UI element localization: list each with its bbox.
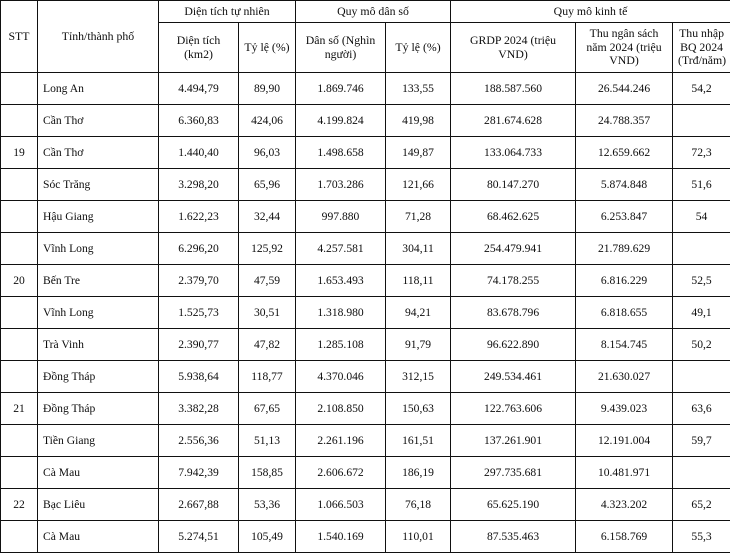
cell-area: 6.360,83 bbox=[159, 105, 239, 137]
cell-population-rate: 118,11 bbox=[386, 265, 451, 297]
cell-province: Vĩnh Long bbox=[38, 233, 159, 265]
cell-area: 1.525,73 bbox=[159, 297, 239, 329]
cell-province: Cần Thơ bbox=[38, 137, 159, 169]
cell-population-rate: 149,87 bbox=[386, 137, 451, 169]
header-pop-value: Dân số (Nghìn người) bbox=[296, 23, 386, 73]
cell-area: 3.298,20 bbox=[159, 169, 239, 201]
cell-population: 2.108.850 bbox=[296, 393, 386, 425]
header-income: Thu nhập BQ 2024 (Trđ/năm) bbox=[673, 23, 730, 73]
cell-province: Sóc Trăng bbox=[38, 169, 159, 201]
cell-budget: 5.874.848 bbox=[576, 169, 673, 201]
header-province: Tỉnh/thành phố bbox=[38, 1, 159, 73]
header-area-value: Diện tích (km2) bbox=[159, 23, 239, 73]
cell-area-rate: 30,51 bbox=[239, 297, 296, 329]
cell-province: Cà Mau bbox=[38, 457, 159, 489]
table-row bbox=[1, 233, 730, 265]
cell-grdp: 65.625.190 bbox=[451, 489, 576, 521]
table-row bbox=[1, 457, 730, 489]
cell-stt bbox=[1, 201, 38, 233]
header-group-area: Diện tích tự nhiên bbox=[159, 1, 296, 23]
cell-area-rate: 96,03 bbox=[239, 137, 296, 169]
cell-province: Đồng Tháp bbox=[38, 393, 159, 425]
cell-grdp: 122.763.606 bbox=[451, 393, 576, 425]
cell-income: 54,2 bbox=[673, 73, 730, 105]
cell-population-rate: 186,19 bbox=[386, 457, 451, 489]
header-area-rate: Tỷ lệ (%) bbox=[239, 23, 296, 73]
cell-area: 6.296,20 bbox=[159, 233, 239, 265]
cell-stt bbox=[1, 361, 38, 393]
cell-budget: 24.788.357 bbox=[576, 105, 673, 137]
cell-income bbox=[673, 105, 730, 137]
table-row bbox=[1, 201, 730, 233]
cell-area: 5.938,64 bbox=[159, 361, 239, 393]
cell-stt bbox=[1, 233, 38, 265]
header-pop-rate: Tỷ lệ (%) bbox=[386, 23, 451, 73]
cell-stt: 20 bbox=[1, 265, 38, 297]
cell-stt: 21 bbox=[1, 393, 38, 425]
table-row bbox=[1, 361, 730, 393]
cell-area-rate: 424,06 bbox=[239, 105, 296, 137]
cell-grdp: 133.064.733 bbox=[451, 137, 576, 169]
cell-area: 1.622,23 bbox=[159, 201, 239, 233]
cell-population: 4.257.581 bbox=[296, 233, 386, 265]
cell-population: 1.285.108 bbox=[296, 329, 386, 361]
cell-population: 1.540.169 bbox=[296, 521, 386, 553]
table-row bbox=[1, 521, 730, 553]
cell-area-rate: 51,13 bbox=[239, 425, 296, 457]
cell-population: 1.498.658 bbox=[296, 137, 386, 169]
cell-income: 51,6 bbox=[673, 169, 730, 201]
cell-income bbox=[673, 457, 730, 489]
cell-grdp: 254.479.941 bbox=[451, 233, 576, 265]
cell-income: 49,1 bbox=[673, 297, 730, 329]
cell-grdp: 297.735.681 bbox=[451, 457, 576, 489]
cell-stt bbox=[1, 457, 38, 489]
cell-province: Trà Vinh bbox=[38, 329, 159, 361]
header-grdp: GRDP 2024 (triệu VND) bbox=[451, 23, 576, 73]
cell-population-rate: 91,79 bbox=[386, 329, 451, 361]
cell-grdp: 87.535.463 bbox=[451, 521, 576, 553]
cell-area-rate: 47,82 bbox=[239, 329, 296, 361]
cell-income: 55,3 bbox=[673, 521, 730, 553]
cell-area-rate: 65,96 bbox=[239, 169, 296, 201]
cell-area: 2.379,70 bbox=[159, 265, 239, 297]
cell-province: Long An bbox=[38, 73, 159, 105]
cell-area-rate: 67,65 bbox=[239, 393, 296, 425]
cell-population: 1.066.503 bbox=[296, 489, 386, 521]
header-budget: Thu ngân sách năm 2024 (triệu VND) bbox=[576, 23, 673, 73]
cell-grdp: 281.674.628 bbox=[451, 105, 576, 137]
cell-population-rate: 76,18 bbox=[386, 489, 451, 521]
cell-province: Tiền Giang bbox=[38, 425, 159, 457]
cell-grdp: 74.178.255 bbox=[451, 265, 576, 297]
cell-budget: 21.630.027 bbox=[576, 361, 673, 393]
cell-province: Cần Thơ bbox=[38, 105, 159, 137]
cell-area: 2.390,77 bbox=[159, 329, 239, 361]
cell-income: 65,2 bbox=[673, 489, 730, 521]
cell-budget: 8.154.745 bbox=[576, 329, 673, 361]
cell-population: 2.606.672 bbox=[296, 457, 386, 489]
cell-province: Bến Tre bbox=[38, 265, 159, 297]
cell-income: 52,5 bbox=[673, 265, 730, 297]
cell-income: 54 bbox=[673, 201, 730, 233]
cell-province: Hậu Giang bbox=[38, 201, 159, 233]
cell-province: Vĩnh Long bbox=[38, 297, 159, 329]
cell-population-rate: 304,11 bbox=[386, 233, 451, 265]
cell-budget: 9.439.023 bbox=[576, 393, 673, 425]
table-row bbox=[1, 73, 730, 105]
table-row bbox=[1, 297, 730, 329]
cell-area-rate: 47,59 bbox=[239, 265, 296, 297]
cell-budget: 26.544.246 bbox=[576, 73, 673, 105]
cell-population: 1.703.286 bbox=[296, 169, 386, 201]
cell-budget: 12.659.662 bbox=[576, 137, 673, 169]
cell-population-rate: 419,98 bbox=[386, 105, 451, 137]
cell-area-rate: 32,44 bbox=[239, 201, 296, 233]
cell-stt bbox=[1, 521, 38, 553]
cell-area-rate: 118,77 bbox=[239, 361, 296, 393]
cell-area: 1.440,40 bbox=[159, 137, 239, 169]
cell-budget: 4.323.202 bbox=[576, 489, 673, 521]
cell-population-rate: 150,63 bbox=[386, 393, 451, 425]
cell-population-rate: 110,01 bbox=[386, 521, 451, 553]
cell-grdp: 96.622.890 bbox=[451, 329, 576, 361]
cell-population: 997.880 bbox=[296, 201, 386, 233]
cell-stt bbox=[1, 105, 38, 137]
cell-budget: 6.253.847 bbox=[576, 201, 673, 233]
cell-population-rate: 312,15 bbox=[386, 361, 451, 393]
cell-stt: 19 bbox=[1, 137, 38, 169]
cell-population: 4.370.046 bbox=[296, 361, 386, 393]
cell-income: 50,2 bbox=[673, 329, 730, 361]
header-group-economy: Quy mô kinh tế bbox=[451, 1, 730, 23]
table-row bbox=[1, 265, 730, 297]
cell-population-rate: 71,28 bbox=[386, 201, 451, 233]
cell-population: 1.653.493 bbox=[296, 265, 386, 297]
cell-budget: 6.818.655 bbox=[576, 297, 673, 329]
cell-area-rate: 158,85 bbox=[239, 457, 296, 489]
cell-stt bbox=[1, 425, 38, 457]
cell-population-rate: 133,55 bbox=[386, 73, 451, 105]
cell-population-rate: 94,21 bbox=[386, 297, 451, 329]
cell-budget: 6.158.769 bbox=[576, 521, 673, 553]
cell-grdp: 249.534.461 bbox=[451, 361, 576, 393]
cell-income: 63,6 bbox=[673, 393, 730, 425]
table-row bbox=[1, 393, 730, 425]
cell-budget: 10.481.971 bbox=[576, 457, 673, 489]
cell-population: 4.199.824 bbox=[296, 105, 386, 137]
cell-province: Đồng Tháp bbox=[38, 361, 159, 393]
cell-area: 7.942,39 bbox=[159, 457, 239, 489]
header-group-row bbox=[1, 1, 730, 23]
header-group-population: Quy mô dân số bbox=[296, 1, 451, 23]
cell-population: 1.869.746 bbox=[296, 73, 386, 105]
cell-population-rate: 121,66 bbox=[386, 169, 451, 201]
cell-area-rate: 53,36 bbox=[239, 489, 296, 521]
cell-grdp: 80.147.270 bbox=[451, 169, 576, 201]
header-stt: STT bbox=[1, 1, 38, 73]
cell-area: 2.556,36 bbox=[159, 425, 239, 457]
cell-income: 59,7 bbox=[673, 425, 730, 457]
cell-area: 3.382,28 bbox=[159, 393, 239, 425]
cell-grdp: 68.462.625 bbox=[451, 201, 576, 233]
cell-area: 4.494,79 bbox=[159, 73, 239, 105]
table-row bbox=[1, 169, 730, 201]
cell-area-rate: 125,92 bbox=[239, 233, 296, 265]
table-row bbox=[1, 137, 730, 169]
cell-population-rate: 161,51 bbox=[386, 425, 451, 457]
table-row bbox=[1, 329, 730, 361]
table-header bbox=[1, 1, 730, 73]
cell-stt bbox=[1, 169, 38, 201]
cell-area-rate: 105,49 bbox=[239, 521, 296, 553]
cell-budget: 6.816.229 bbox=[576, 265, 673, 297]
cell-income: 72,3 bbox=[673, 137, 730, 169]
cell-stt bbox=[1, 297, 38, 329]
cell-budget: 21.789.629 bbox=[576, 233, 673, 265]
cell-stt bbox=[1, 329, 38, 361]
table-row bbox=[1, 105, 730, 137]
table-row bbox=[1, 489, 730, 521]
cell-stt: 22 bbox=[1, 489, 38, 521]
cell-budget: 12.191.004 bbox=[576, 425, 673, 457]
cell-area-rate: 89,90 bbox=[239, 73, 296, 105]
cell-province: Cà Mau bbox=[38, 521, 159, 553]
cell-population: 2.261.196 bbox=[296, 425, 386, 457]
cell-stt bbox=[1, 73, 38, 105]
cell-income bbox=[673, 233, 730, 265]
table-row bbox=[1, 425, 730, 457]
cell-grdp: 137.261.901 bbox=[451, 425, 576, 457]
cell-income bbox=[673, 361, 730, 393]
cell-grdp: 83.678.796 bbox=[451, 297, 576, 329]
table-body bbox=[1, 73, 730, 553]
cell-province: Bạc Liêu bbox=[38, 489, 159, 521]
cell-area: 5.274,51 bbox=[159, 521, 239, 553]
cell-area: 2.667,88 bbox=[159, 489, 239, 521]
cell-population: 1.318.980 bbox=[296, 297, 386, 329]
cell-grdp: 188.587.560 bbox=[451, 73, 576, 105]
